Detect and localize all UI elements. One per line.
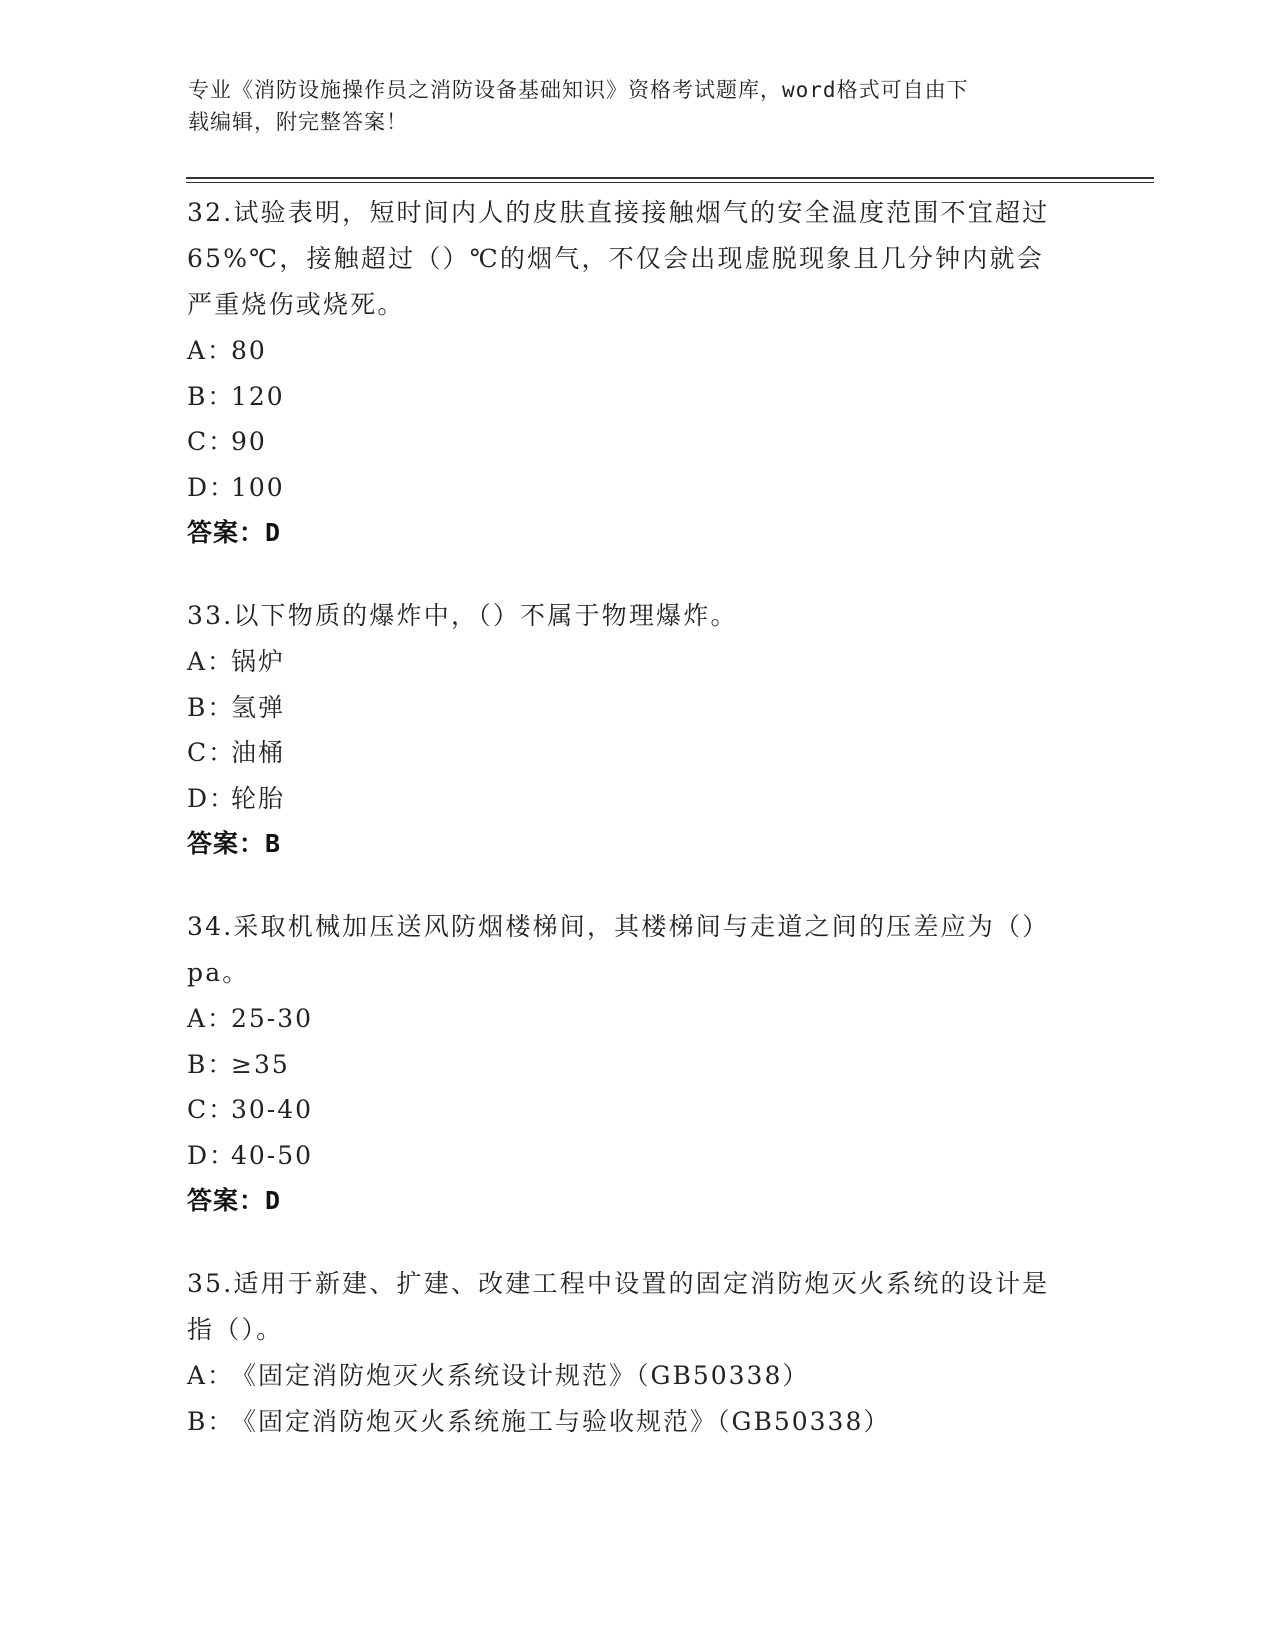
option-value: 40-50 xyxy=(231,1140,314,1170)
option-c xyxy=(187,1087,1087,1133)
option-a xyxy=(187,639,1087,685)
option-key: B： xyxy=(187,381,235,411)
document-header xyxy=(188,74,1068,138)
header-line-1: 专业《消防设施操作员之消防设备基础知识》资格考试题库，word格式可自由下 xyxy=(188,78,969,102)
option-d xyxy=(187,776,1087,822)
option-value: 25-30 xyxy=(231,1004,314,1033)
option-b xyxy=(187,685,1087,731)
option-a xyxy=(187,328,1087,374)
option-a xyxy=(187,996,1087,1042)
question-35 xyxy=(187,1261,1087,1444)
option-key: D： xyxy=(187,472,237,502)
answer-line: 答案：B xyxy=(187,829,282,858)
question-list xyxy=(187,190,1087,1481)
option-value: 100 xyxy=(231,472,285,502)
option-key: B： xyxy=(187,1406,235,1436)
option-value: ≥35 xyxy=(231,1049,290,1079)
option-b xyxy=(187,1042,1087,1088)
option-value: 30-40 xyxy=(231,1095,314,1124)
option-key: A： xyxy=(187,647,235,676)
option-key: C： xyxy=(187,427,236,456)
option-value: 《固定消防炮灭火系统设计规范》（GB50338） xyxy=(231,1361,810,1390)
option-value: 轮胎 xyxy=(231,783,286,813)
option-key: B： xyxy=(187,1049,235,1079)
header-line-2: 载编辑，附完整答案！ xyxy=(188,110,408,134)
option-value: 80 xyxy=(231,336,267,365)
option-value: 氢弹 xyxy=(231,692,286,722)
answer-line: 答案：D xyxy=(187,518,282,547)
header-divider-thick xyxy=(186,177,1154,179)
answer-line: 答案：D xyxy=(187,1186,282,1215)
option-value: 锅炉 xyxy=(231,647,286,676)
option-c xyxy=(187,419,1087,465)
option-d xyxy=(187,465,1087,511)
option-a xyxy=(187,1353,1087,1399)
question-33 xyxy=(187,593,1087,867)
question-32 xyxy=(187,190,1087,556)
option-key: C： xyxy=(187,1095,236,1124)
option-key: A： xyxy=(187,336,235,365)
option-d xyxy=(187,1133,1087,1179)
option-value: 《固定消防炮灭火系统施工与验收规范》（GB50338） xyxy=(231,1406,891,1436)
option-value: 90 xyxy=(231,427,267,456)
option-value: 油桶 xyxy=(231,738,286,767)
option-b xyxy=(187,1399,1087,1445)
option-key: A： xyxy=(187,1361,235,1390)
question-text: 33.以下物质的爆炸中，（）不属于物理爆炸。 xyxy=(187,601,738,630)
option-b xyxy=(187,374,1087,420)
option-key: D： xyxy=(187,783,237,813)
option-key: B： xyxy=(187,692,235,722)
option-key: C： xyxy=(187,738,236,767)
option-key: A： xyxy=(187,1004,235,1033)
question-text: 32.试验表明，短时间内人的皮肤直接接触烟气的安全温度范围不宜超过65%℃，接触超过（）℃的烟气，不仅会出现虚脱现象且几分钟内就会严重烧伤或烧死。 xyxy=(187,198,1050,319)
option-key: D： xyxy=(187,1140,237,1170)
question-text: 34.采取机械加压送风防烟楼梯间，其楼梯间与走道之间的压差应为（）pa。 xyxy=(187,912,1050,987)
question-34 xyxy=(187,904,1087,1224)
header-divider-thin xyxy=(186,182,1154,183)
question-text: 35.适用于新建、扩建、改建工程中设置的固定消防炮灭火系统的设计是指（）。 xyxy=(187,1269,1050,1344)
option-c xyxy=(187,730,1087,776)
option-value: 120 xyxy=(231,381,285,411)
